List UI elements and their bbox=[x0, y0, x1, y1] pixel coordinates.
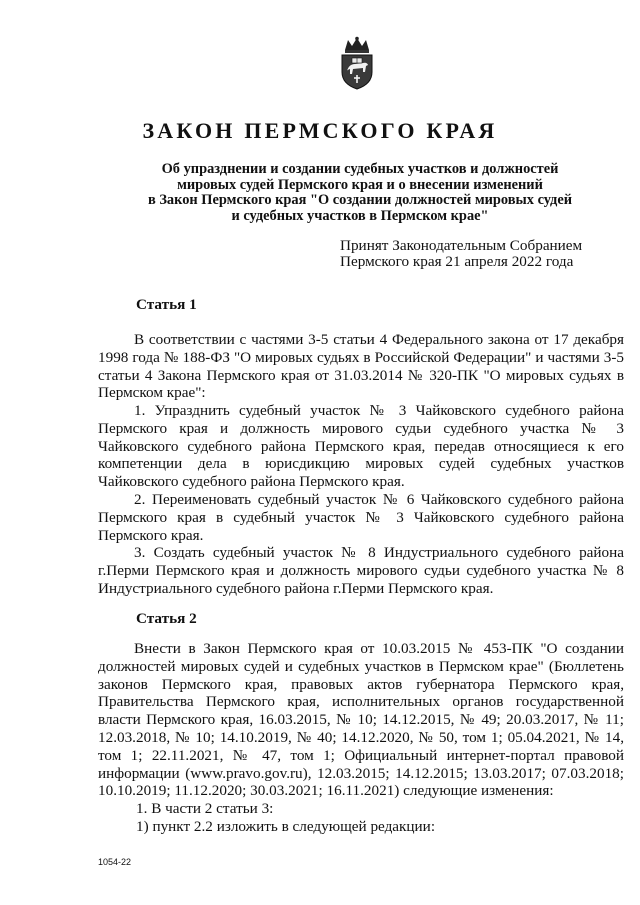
article-1-intro: В соответствии с частями 3-5 статьи 4 Федерального закона от 17 декабря 1998 года № 188-ФЗ "О мировых судьях в Российской Федерации" и частями 3-5 статьи 4 Закона Пермского края от 31.03.2014 № 320-ПК "О мировых судьях в Пермском крае": bbox=[98, 331, 624, 402]
article-2-line-1: 1. В части 2 статьи 3: bbox=[136, 800, 274, 817]
law-title: ЗАКОН ПЕРМСКОГО КРАЯ bbox=[142, 118, 498, 143]
adoption-line: Пермского края 21 апреля 2022 года bbox=[340, 253, 574, 270]
article-1-item-1: 1. Упразднить судебный участок № 3 Чайковского судебного района Пермского края и должность мирового судьи судебного участка № 3 Чайковского судебного района Пермского края, передав относящиеся к его компетенции дела в юрисдикцию мировых судей судебных участков Чайковского судебного района Пермского края. bbox=[98, 402, 624, 491]
article-2-line-2: 1) пункт 2.2 изложить в следующей редакции: bbox=[136, 818, 436, 835]
adoption-note bbox=[340, 238, 582, 270]
article-1-item-2: 2. Переименовать судебный участок № 6 Чайковского судебного района Пермского края в судебный участок № 3 Чайковского судебного района Пермского края. bbox=[98, 491, 624, 544]
subtitle-line: и судебных участков в Пермском крае" bbox=[231, 207, 489, 224]
subtitle-line: мировых судей Пермского края и о внесении изменений bbox=[177, 176, 543, 193]
coat-of-arms-icon bbox=[335, 36, 379, 90]
article-1-heading: Статья 1 bbox=[136, 296, 197, 313]
subtitle-line: Об упразднении и создании судебных участков и должностей bbox=[161, 161, 559, 177]
article-1-item-3: 3. Создать судебный участок № 8 Индустриального судебного района г.Перми Пермского края и должность мирового судьи судебного участка № 8 Индустриального судебного района г.Перми Пермского края. bbox=[98, 544, 624, 597]
document-code: 1054-22 bbox=[98, 857, 132, 867]
article-2-heading: Статья 2 bbox=[136, 610, 197, 627]
article-2-intro: Внести в Закон Пермского края от 10.03.2015 № 453-ПК "О создании должностей мировых судей и судебных участков в Пермском крае" (Бюллетень законов Пермского края, правовых актов губернатора Пермского края, Правительства Пермского края, исполнительных органов государственной власти Пермского края, 16.03.2015, № 10; 14.12.2015, № 49; 20.03.2017, № 11; 12.03.2018, № 10; 14.10.2019, № 40; 14.12.2020, № 50, том 1; 05.04.2021, № 14, том 1; 22.11.2021, № 47, том 1; Официальный интернет-портал правовой информации (www.pravo.gov.ru), 12.03.2015; 14.12.2015; 13.03.2017; 07.03.2018; 10.10.2019; 11.12.2020; 30.03.2021; 16.11.2021) следующие изменения: bbox=[98, 640, 624, 800]
subtitle-line: в Закон Пермского края "О создании должностей мировых судей bbox=[147, 192, 573, 208]
adoption-line: Принят Законодательным Собранием bbox=[340, 237, 583, 254]
law-subtitle bbox=[90, 162, 630, 224]
